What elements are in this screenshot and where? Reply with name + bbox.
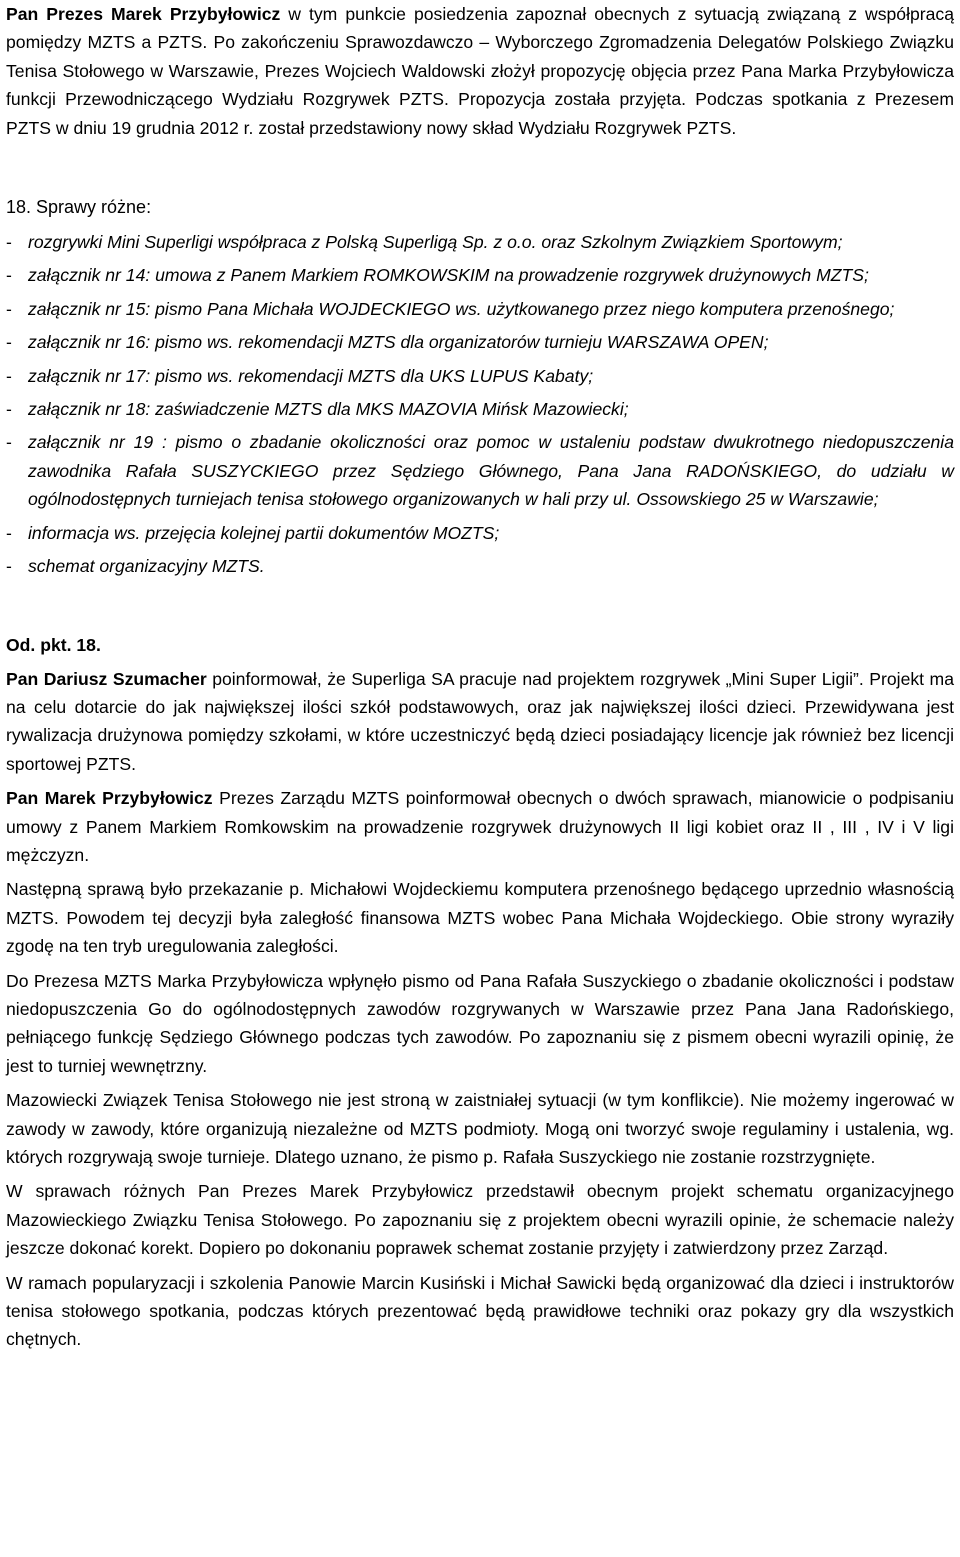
list-item: - załącznik nr 15: pismo Pana Michała WOJDECKIEGO ws. użytkowanego przez niego komputera przenośnego; <box>6 298 895 319</box>
intro-paragraph <box>6 0 954 142</box>
section-18-heading: 18. Sprawy różne: <box>6 197 152 218</box>
list-item: - rozgrywki Mini Superligi współpraca z Polską Superligą Sp. z o.o. oraz Szkolnym Związkiem Sportowym; <box>6 232 843 253</box>
paragraph-org-scheme: W sprawach różnych Pan Prezes Marek Przybyłowicz przedstawił obecnym projekt schematu organizacyjnego Mazowieckiego Związku Tenisa Stołowego. Po zapoznaniu się z projektem obecni wyrazili opinie, że schemacie należy jeszcze dokonać korekt. Dopiero po dokonaniu poprawek schemat zostanie przyjęty i zatwierdzony przez Zarząd. <box>6 1181 954 1259</box>
list-item: - schemat organizacyjny MZTS. <box>6 556 265 577</box>
list-item: - załącznik nr 17: pismo ws. rekomendacji MZTS dla UKS LUPUS Kabaty; <box>6 365 594 386</box>
paragraph-przybylowicz: Pan Marek Przybyłowicz Prezes Zarządu MZTS poinformował obecnych o dwóch sprawach, mianowicie o podpisaniu umowy z Panem Markiem Romkowskim na prowadzenie rozgrywek drużynowych II ligi kobiet oraz II , III , IV i V ligi mężczyzn. <box>6 788 954 865</box>
paragraph-suszycki-letter: Do Prezesa MZTS Marka Przybyłowicza wpłynęło pismo od Pana Rafała Suszyckiego o zbadanie okoliczności i podstaw niedopuszczenia Go do ogólnodostępnych zawodów rozgrywanych w Warszawie przez Pana Jana Radońskiego, pełniącego funkcję Sędziego Głównego podczas tych zawodów. Po zapoznaniu się z pismem obecni wyrazili opinię, że jest to turniej wewnętrzny. <box>6 970 954 1076</box>
list-item: - załącznik nr 19 : pismo o zbadanie okoliczności oraz pomoc w ustaleniu podstaw dwukrotnego niedopuszczenia zawodnika Rafała SUSZYCKIEGO przez Sędziego Głównego, Pana Jana RADOŃSKIEGO, do udziału w ogólnodostępnych turniejach tenisa stołowego organizowanych w hali przy ul. Ossowskiego 25 w Warszawie; <box>6 432 954 510</box>
intro-text: w tym punkcie posiedzenia zapoznał obecnych z sytuacją związaną z współpracą pomiędzy MZTS a PZTS. Po zakończeniu Sprawozdawczo – Wyborczego Zgromadzenia Delegatów Polskiego Związku Tenisa Stołowego w Warszawie, Prezes Wojciech Waldowski złożył propozycję objęcia przez Pana Marka Przybyłowicza funkcji Przewodniczącego Wydziału Rozgrywek PZTS. Propozycja została przyjęta. Podczas spotkania z Prezesem PZTS w dniu 19 grudnia 2012 r. został przedstawiony nowy skład Wydziału Rozgrywek PZTS. <box>6 4 954 138</box>
paragraph-mzts-position: Mazowiecki Związek Tenisa Stołowego nie jest stroną w zaistniałej sytuacji (w tym konflikcie). Nie możemy ingerować w zawody w zawody, które organizują niezależne od MZTS podmioty. Mogą oni tworzyć swoje regulaminy i ustalenia, wg. których rozgrywają swoje turnieje. Dlatego uznano, że pismo p. Rafała Suszyckiego nie zostanie rozstrzygnięte. <box>6 1090 954 1167</box>
od-pkt-heading: Od. pkt. 18. <box>6 634 101 655</box>
person-name: Pan Dariusz Szumacher <box>6 668 207 689</box>
person-name: Pan Marek Przybyłowicz <box>6 788 213 809</box>
list-item: - załącznik nr 14: umowa z Panem Markiem ROMKOWSKIM na prowadzenie rozgrywek drużynowych MZTS; <box>6 265 869 286</box>
paragraph-szumacher: Pan Dariusz Szumacher poinformował, że Superliga SA pracuje nad projektem rozgrywek „Mini Super Ligii”. Projekt ma na celu dotarcie do jak największej ilości szkół podstawowych, oraz jak największej ilości dzieci. Przewidywana jest rywalizacja drużynowa pomiędzy szkołami, w które uczestniczyć będą dzieci posiadający licencje jak również bez licencji sportowej PZTS. <box>6 668 954 774</box>
intro-lead-name: Pan Prezes Marek Przybyłowicz <box>6 4 281 24</box>
section-18-list <box>6 228 954 580</box>
list-item: - załącznik nr 18: zaświadczenie MZTS dla MKS MAZOVIA Mińsk Mazowiecki; <box>6 399 629 420</box>
paragraph-laptop: Następną sprawą było przekazanie p. Michałowi Wojdeckiemu komputera przenośnego będącego uprzednio własnością MZTS. Powodem tej decyzji była zaległość finansowa MZTS wobec Pana Michała Wojdeckiego. Obie strony wyraziły zgodę na ten tryb uregulowania zaległości. <box>6 879 954 957</box>
paragraph-training: W ramach popularyzacji i szkolenia Panowie Marcin Kusiński i Michał Sawicki będą organizować dla dzieci i instruktorów tenisa stołowego spotkania, podczas których prezentować będą prawidłowe techniki oraz pokazy gry dla wszystkich chętnych. <box>6 1272 954 1350</box>
list-item: - załącznik nr 16: pismo ws. rekomendacji MZTS dla organizatorów turnieju WARSZAWA OPEN; <box>6 332 769 353</box>
list-item: - informacja ws. przejęcia kolejnej partii dokumentów MOZTS; <box>6 522 500 543</box>
